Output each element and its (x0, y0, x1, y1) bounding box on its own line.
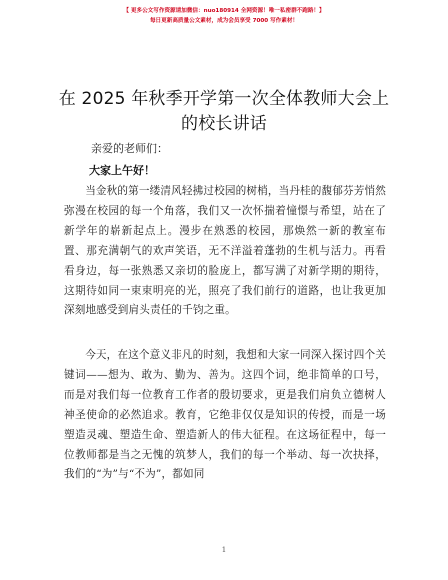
promo-banner-line-1: 【 更多公文写作资源请加微信：nuo180914 全网资源！唯一私密群不跑路！】 (123, 8, 325, 14)
body-paragraph: 今天，在这个意义非凡的时刻，我想和大家一同深入探讨四个关键词——想为、敢为、勤为、善为。这四个词，绝非简单的口号，而是对我们每一位教育工作者的殷切要求，更是我们肩负立德树人神圣使命的必然追求。教育，它绝非仅仅是知识的传授，而是一场塑造灵魂、塑造生命、塑造新人的伟大征程。在这场征程中，每一位教师都是当之无愧的筑梦人，我们的每一个举动、每一次抉择，我们的“为”与“不为”，都如同 (64, 349, 387, 481)
body-paragraph: 当金秋的第一缕清风轻拂过校园的树梢，当丹桂的馥郁芬芳悄然弥漫在校园的每一个角落，我们又一次怀揣着憧憬与希望，站在了新学年的崭新起点上。漫步在熟悉的校园，那焕然一新的教室布置、那充满朝气的欢声笑语，无不洋溢着蓬勃的生机与活力。再看看身边，每一张熟悉又亲切的脸庞上，都写满了对新学期的期待，这期待如同一束束明亮的光，照亮了我们前行的道路，也让我更加深刻地感受到肩头责任的千钧之重。 (64, 185, 387, 317)
page-number: 1 (221, 546, 227, 554)
salutation: 亲爱的老师们： (91, 142, 168, 155)
document-title: 在 2025 年秋季开学第一次全体教师大会上的校长讲话 (58, 89, 390, 134)
greeting: 大家上午好！ (89, 164, 155, 177)
promo-banner-line-2: 每日更新高质量公文素材，成为会员享受 7000 写作素材！ (149, 18, 299, 24)
